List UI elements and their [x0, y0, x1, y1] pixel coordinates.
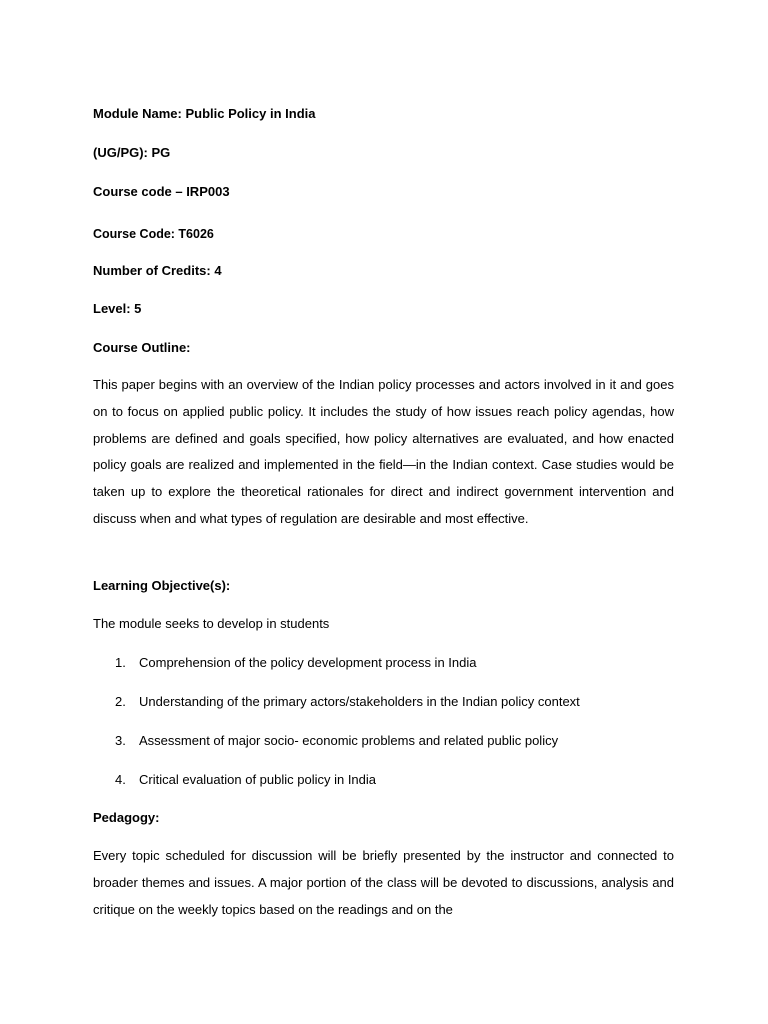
course-code-1: Course code – IRP003: [93, 184, 230, 199]
list-item-number: 4.: [115, 772, 126, 787]
learning-objectives-heading: Learning Objective(s):: [93, 578, 231, 593]
course-outline-heading: Course Outline:: [93, 340, 191, 355]
list-item-text: Comprehension of the policy development process in India: [139, 655, 477, 670]
pedagogy-heading: Pedagogy:: [93, 810, 160, 825]
list-item-number: 3.: [115, 733, 126, 748]
course-outline-text: This paper begins with an overview of the Indian policy processes and actors involved in it and goes on to focus on applied public policy. It includes the study of how issues reach policy agendas, how problems are defined and goals specified, how policy alternatives are evaluated, and how enacted policy goals are realized and implemented in the field—in the Indian context. Case studies would be taken up to explore the theoretical rationales for direct and indirect government intervention and discuss when and what types of regulation are desirable and most effective.: [93, 377, 674, 526]
level: Level: 5: [93, 301, 142, 316]
module-name: Module Name: Public Policy in India: [93, 106, 316, 121]
document-page: [93, 0, 674, 1024]
list-item-text: Critical evaluation of public policy in India: [139, 772, 377, 787]
course-code-2: Course Code: T6026: [93, 227, 214, 241]
list-item-text: Assessment of major socio- economic problems and related public policy: [139, 733, 559, 748]
level-type: (UG/PG): PG: [93, 145, 171, 160]
list-item-text: Understanding of the primary actors/stakeholders in the Indian policy context: [139, 694, 580, 709]
pedagogy-text: Every topic scheduled for discussion will be briefly presented by the instructor and connected to broader themes and issues. A major portion of the class will be devoted to discussions, analysis and critique on the weekly topics based on the readings and on the: [93, 848, 674, 917]
list-item-number: 2.: [115, 694, 126, 709]
credits: Number of Credits: 4: [93, 263, 222, 278]
list-item-number: 1.: [115, 655, 126, 670]
learning-objectives-intro: The module seeks to develop in students: [93, 616, 330, 631]
